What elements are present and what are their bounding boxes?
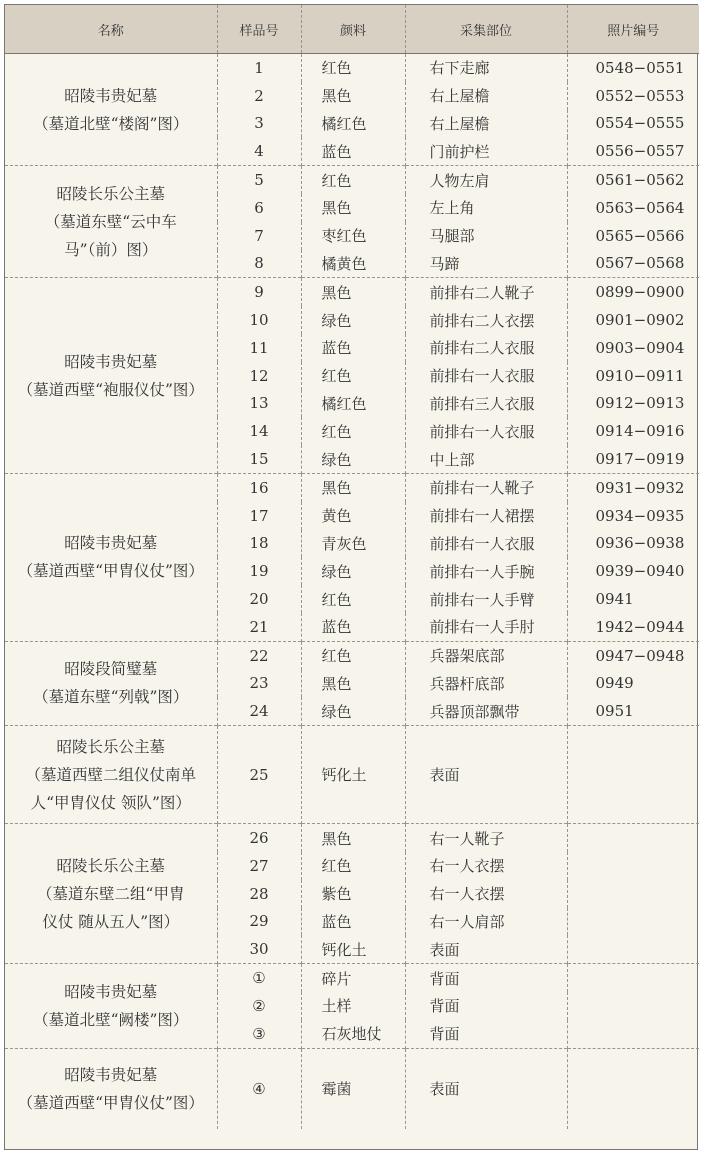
photo-no-cell: 0947−0948 <box>567 641 699 669</box>
table-body <box>5 54 699 1129</box>
location-cell: 背面 <box>405 1020 567 1048</box>
table-row <box>5 54 699 82</box>
location-cell: 右一人衣摆 <box>405 880 567 908</box>
location-cell: 兵器杆底部 <box>405 670 567 698</box>
photo-no-cell: 0951 <box>595 702 634 721</box>
pigment-cell: 绿色 <box>301 445 405 473</box>
table-row <box>5 964 699 992</box>
photo-no-cell: 0563−0564 <box>595 198 685 217</box>
pigment-cell: 橘黄色 <box>301 250 405 278</box>
pigment-cell: 红色 <box>301 362 405 390</box>
photo-no-cell: 0567−0568 <box>595 254 685 273</box>
tomb-name-line: （墓道西壁二组仪仗南单 <box>25 765 196 784</box>
tomb-name-line: 马”（前）图） <box>64 240 158 259</box>
tomb-name-cell <box>5 726 217 824</box>
tomb-name-line: （墓道西壁“甲胄仪仗”图） <box>17 1093 204 1112</box>
tomb-name-cell <box>5 473 217 641</box>
header-name: 名称 <box>5 5 217 54</box>
header-pigment: 颜料 <box>301 5 405 54</box>
sample-table-panel <box>4 4 698 1150</box>
pigment-cell: 青灰色 <box>301 530 405 558</box>
tomb-name-cell <box>5 641 217 725</box>
location-cell: 前排右一人手肘 <box>405 613 567 641</box>
pigment-cell: 土样 <box>301 992 405 1020</box>
photo-no-cell: 0552−0553 <box>595 86 685 105</box>
photo-no-cell: 0899−0900 <box>567 278 699 306</box>
sample-no-cell: 13 <box>217 390 301 418</box>
photo-no-cell: 0548−0551 <box>595 58 685 77</box>
pigment-cell: 红色 <box>301 852 405 880</box>
sample-no-cell: 20 <box>217 585 301 613</box>
pigment-cell: 黑色 <box>301 670 405 698</box>
location-cell: 人物左肩 <box>405 166 567 194</box>
sample-no-cell: 26 <box>217 824 301 852</box>
pigment-cell: 蓝色 <box>301 137 405 165</box>
photo-no-cell: 0949 <box>595 674 634 693</box>
pigment-cell: 红色 <box>301 641 405 669</box>
photo-no-cell: 0914−0916 <box>595 422 685 441</box>
photo-no-cell <box>567 852 699 880</box>
pigment-cell: 石灰地仗 <box>301 1020 405 1048</box>
sample-no-cell: 17 <box>217 502 301 530</box>
tomb-name-line: 仪仗 随从五人”图） <box>42 912 180 931</box>
pigment-cell: 绿色 <box>301 697 405 725</box>
location-cell: 左上角 <box>405 194 567 222</box>
location-cell: 前排右一人手臂 <box>405 585 567 613</box>
location-cell: 前排右二人衣服 <box>405 334 567 362</box>
header-photo-no: 照片编号 <box>567 5 699 54</box>
location-cell: 右下走廊 <box>405 54 567 82</box>
header-location: 采集部位 <box>405 5 567 54</box>
table-row <box>5 166 699 194</box>
pigment-cell: 红色 <box>301 166 405 194</box>
sample-no-cell: 2 <box>217 82 301 110</box>
pigment-cell: 蓝色 <box>301 334 405 362</box>
photo-no-cell: 0939−0940 <box>595 562 685 581</box>
pigment-cell: 橘红色 <box>301 110 405 138</box>
tomb-name-line: 人“甲胄仪仗 领队”图） <box>30 793 191 812</box>
photo-no-cell <box>567 992 699 1020</box>
pigment-cell: 红色 <box>301 417 405 445</box>
photo-no-cell: 0910−0911 <box>595 366 685 385</box>
sample-no-cell: 18 <box>217 530 301 558</box>
sample-no-cell: 5 <box>217 166 301 194</box>
photo-no-cell <box>567 726 699 824</box>
location-cell: 右一人肩部 <box>405 908 567 936</box>
location-cell: 中上部 <box>405 445 567 473</box>
location-cell: 前排右二人衣摆 <box>405 306 567 334</box>
sample-table <box>5 5 699 1129</box>
sample-no-cell: 25 <box>217 726 301 824</box>
photo-no-cell: 0565−0566 <box>595 226 685 245</box>
pigment-cell: 绿色 <box>301 557 405 585</box>
pigment-cell: 枣红色 <box>301 222 405 250</box>
pigment-cell: 红色 <box>301 54 405 82</box>
table-row <box>5 473 699 501</box>
location-cell: 右一人衣摆 <box>405 852 567 880</box>
table-row <box>5 278 699 306</box>
sample-no-cell: 15 <box>217 445 301 473</box>
tomb-name-line: （墓道北壁“阙楼”图） <box>33 1010 189 1029</box>
pigment-cell: 黑色 <box>301 194 405 222</box>
photo-no-cell <box>567 964 699 992</box>
pigment-cell: 橘红色 <box>301 390 405 418</box>
sample-no-cell: 11 <box>217 334 301 362</box>
pigment-cell: 红色 <box>301 585 405 613</box>
sample-no-cell: 23 <box>217 670 301 698</box>
pigment-cell: 钙化土 <box>301 935 405 963</box>
pigment-cell: 黑色 <box>301 473 405 501</box>
pigment-cell: 蓝色 <box>301 908 405 936</box>
sample-no-cell: 16 <box>217 473 301 501</box>
table-row <box>5 726 699 824</box>
sample-no-cell: 7 <box>217 222 301 250</box>
sample-no-cell: ④ <box>217 1048 301 1129</box>
photo-no-cell: 0901−0902 <box>595 311 685 330</box>
sample-no-cell: 3 <box>217 110 301 138</box>
tomb-name-line: 昭陵长乐公主墓 <box>56 737 165 756</box>
tomb-name-cell <box>5 166 217 278</box>
pigment-cell: 黑色 <box>301 278 405 306</box>
pigment-cell: 黄色 <box>301 502 405 530</box>
sample-no-cell: ① <box>217 964 301 992</box>
sample-no-cell: 14 <box>217 417 301 445</box>
pigment-cell: 蓝色 <box>301 613 405 641</box>
photo-no-cell: 0936−0938 <box>595 534 685 553</box>
sample-no-cell: 4 <box>217 137 301 165</box>
photo-no-cell <box>567 880 699 908</box>
sample-no-cell: 6 <box>217 194 301 222</box>
sample-no-cell: ③ <box>217 1020 301 1048</box>
sample-no-cell: 27 <box>217 852 301 880</box>
location-cell: 马蹄 <box>405 250 567 278</box>
pigment-cell: 紫色 <box>301 880 405 908</box>
tomb-name-line: 昭陵长乐公主墓 <box>56 856 165 875</box>
tomb-name-line: （墓道西壁“袍服仪仗”图） <box>17 380 204 399</box>
photo-no-cell <box>567 824 699 852</box>
pigment-cell: 霉菌 <box>301 1048 405 1129</box>
location-cell: 前排右二人靴子 <box>405 278 567 306</box>
tomb-name-cell <box>5 1048 217 1129</box>
sample-no-cell: 24 <box>217 697 301 725</box>
photo-no-cell: 0912−0913 <box>595 394 685 413</box>
tomb-name-cell <box>5 964 217 1048</box>
location-cell: 背面 <box>405 992 567 1020</box>
tomb-name-line: （墓道东壁“列戟”图） <box>33 688 189 707</box>
location-cell: 前排右一人衣服 <box>405 530 567 558</box>
tomb-name-line: （墓道北壁“楼阁”图） <box>33 114 189 133</box>
tomb-name-line: 昭陵韦贵妃墓 <box>64 352 158 371</box>
table-row <box>5 1048 699 1129</box>
photo-no-cell: 0931−0932 <box>567 473 699 501</box>
sample-no-cell: ② <box>217 992 301 1020</box>
location-cell: 前排右一人衣服 <box>405 362 567 390</box>
sample-no-cell: 21 <box>217 613 301 641</box>
tomb-name-line: （墓道东壁二组“甲胄 <box>37 884 185 903</box>
location-cell: 右一人靴子 <box>405 824 567 852</box>
tomb-name-line: 昭陵长乐公主墓 <box>56 184 165 203</box>
table-row <box>5 824 699 852</box>
photo-no-cell <box>567 1020 699 1048</box>
sample-no-cell: 8 <box>217 250 301 278</box>
photo-no-cell <box>567 935 699 963</box>
sample-no-cell: 30 <box>217 935 301 963</box>
pigment-cell: 钙化土 <box>301 726 405 824</box>
location-cell: 前排右三人衣服 <box>405 390 567 418</box>
sample-no-cell: 22 <box>217 641 301 669</box>
pigment-cell: 碎片 <box>301 964 405 992</box>
sample-no-cell: 28 <box>217 880 301 908</box>
photo-no-cell: 1942−0944 <box>595 617 685 636</box>
location-cell: 前排右一人裙摆 <box>405 502 567 530</box>
location-cell: 兵器架底部 <box>405 641 567 669</box>
tomb-name-line: 昭陵韦贵妃墓 <box>64 1065 158 1084</box>
location-cell: 右上屋檐 <box>405 110 567 138</box>
tomb-name-cell <box>5 824 217 964</box>
location-cell: 马腿部 <box>405 222 567 250</box>
location-cell: 表面 <box>405 1048 567 1129</box>
tomb-name-line: 昭陵韦贵妃墓 <box>64 982 158 1001</box>
sample-no-cell: 12 <box>217 362 301 390</box>
sample-no-cell: 19 <box>217 557 301 585</box>
location-cell: 前排右一人靴子 <box>405 473 567 501</box>
sample-no-cell: 10 <box>217 306 301 334</box>
location-cell: 表面 <box>405 726 567 824</box>
tomb-name-line: 昭陵段简璧墓 <box>64 660 158 679</box>
location-cell: 前排右一人衣服 <box>405 417 567 445</box>
tomb-name-line: 昭陵韦贵妃墓 <box>64 86 158 105</box>
photo-no-cell: 0917−0919 <box>595 450 685 469</box>
photo-no-cell: 0934−0935 <box>595 506 685 525</box>
location-cell: 兵器顶部飘带 <box>405 697 567 725</box>
photo-no-cell: 0941 <box>595 590 634 609</box>
tomb-name-line: （墓道西壁“甲胄仪仗”图） <box>17 562 204 581</box>
sample-no-cell: 9 <box>217 278 301 306</box>
photo-no-cell: 0554−0555 <box>595 114 685 133</box>
sample-no-cell: 29 <box>217 908 301 936</box>
tomb-name-cell <box>5 54 217 166</box>
pigment-cell: 黑色 <box>301 82 405 110</box>
tomb-name-line: 昭陵韦贵妃墓 <box>64 534 158 553</box>
photo-no-cell: 0556−0557 <box>595 142 685 161</box>
location-cell: 右上屋檐 <box>405 82 567 110</box>
photo-no-cell <box>567 1048 699 1129</box>
location-cell: 前排右一人手腕 <box>405 557 567 585</box>
location-cell: 门前护栏 <box>405 137 567 165</box>
photo-no-cell: 0903−0904 <box>595 338 685 357</box>
location-cell: 表面 <box>405 935 567 963</box>
location-cell: 背面 <box>405 964 567 992</box>
photo-no-cell <box>567 908 699 936</box>
tomb-name-line: （墓道东壁“云中车 <box>44 212 177 231</box>
pigment-cell: 绿色 <box>301 306 405 334</box>
pigment-cell: 黑色 <box>301 824 405 852</box>
photo-no-cell: 0561−0562 <box>567 166 699 194</box>
table-row <box>5 641 699 669</box>
header-row <box>5 5 699 54</box>
tomb-name-cell <box>5 278 217 474</box>
header-sample-no: 样品号 <box>217 5 301 54</box>
sample-no-cell: 1 <box>217 54 301 82</box>
